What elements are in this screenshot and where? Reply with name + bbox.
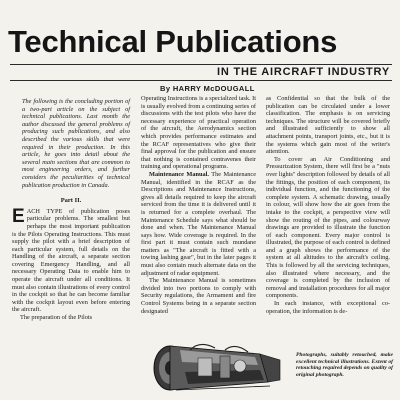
body-text: The Maintenance Manual, identified in the RCAF as the Descriptions and Maintenance Instructions, gives all details required to keep the aircraft serviced from the time it is delivered until it is returned for a complete overhaul. The Maintenance Schedule says what should be done and when. The Maintenance Manual says how. Wide coverage is required. In the first part it must contain such mundane matters as "The aircraft is fitted with a towing lashing gear", but in the later pages it must also contain much alternate data on the adjustment of radar equipment. [141, 170, 257, 277]
engine-photo [140, 320, 290, 400]
section-heading: Maintenance Manual. [149, 170, 209, 178]
header-rule-bottom [10, 80, 392, 81]
body-paragraph: The Maintenance Manual is sometimes divided into two portions to comply with Security regulations, the Armament and fire Control Systems being in a separate section designated [141, 277, 256, 315]
body-paragraph [12, 205, 130, 314]
byline: By HARRY McDOUGALL [160, 84, 255, 93]
column-3 [266, 95, 390, 315]
page-subtitle: IN THE AIRCRAFT INDUSTRY [217, 66, 390, 78]
photo-caption: Photographs, suitably retouched, make excellent technical illustrations. Extent of retouching required depends on quality of original photograph. [296, 352, 393, 378]
body-text: ACH TYPE of publication poses particular problems. The smallest but perhaps the most important publication is the Pilots Operating Instructions. This must supply the pilot with a brief description of each particular system, full details on the Handling of the aircraft, a separate section covering Emergency Handling, and all necessary Operating Data to enable him to operate the aircraft under all conditions. It must also contain illustrations of every control in the cockpit so that he can become familiar with the cockpit layout even before entering the aircraft. [12, 207, 130, 314]
column-1 [12, 98, 130, 322]
body-paragraph: To cover an Air Conditioning and Pressurization System, there will first be a "nuts over lights" description followed by details of all the fittings, the position of each component, its individual function, and the functioning of the complete system. A schematic drawing, usually in colour, will show how the air goes from the intake to the cockpit, a perspective view will show the routing of the pipes, and colourway drawings are provided to illustrate the function of each component. Every major control is illustrated, the purpose of each control is defined and a graph shows the performance of the system at all altitudes to the aircraft's ceiling. This is followed by all the servicing techniques, also illustrated where necessary, and the coverage is completed by the inclusion of removal and installation procedures for all major components. [266, 155, 390, 300]
body-paragraph [141, 171, 256, 277]
header-rule-top [10, 64, 392, 65]
body-paragraph: Operating Instructions is a specialized task. It is usually evolved from a continuing series of discussions with the test pilots who have the necessary experience of practical operation of the aircraft, the Aerodynamics section which provides performance estimates and the RCAF representatives who give their final approval for the publication and ensure that nothing is contained contravenes their training and operational programs. [141, 95, 256, 171]
page-title: Technical Publications [8, 24, 338, 59]
body-paragraph: In each instance, with exceptional co-operation, the information is de- [266, 300, 390, 315]
body-paragraph: The preparation of the Pilots [20, 314, 93, 322]
body-paragraph: as Confidential so that the bulk of the publication can be circulated under a lower classification. The emphasis is on servicing techniques. The structure will be covered briefly and illustrated sufficiently to show all attachment points, transport joints, etc., but it is the systems which gain most of the writer's attention. [266, 95, 390, 156]
drop-cap: E [12, 205, 25, 227]
intro-paragraph: The following is the concluding portion of a two-part article on the subject of technical publications. Last month the author discussed the general problems of producing such publications, and also described the various skills that were required in their production. In this article, he goes into detail about the several main sections that are common to most engineering orders, and further considers the peculiarities of technical publication production in Canada. [22, 98, 130, 189]
column-2 [141, 95, 256, 315]
part-heading: Part II. [60, 197, 82, 205]
